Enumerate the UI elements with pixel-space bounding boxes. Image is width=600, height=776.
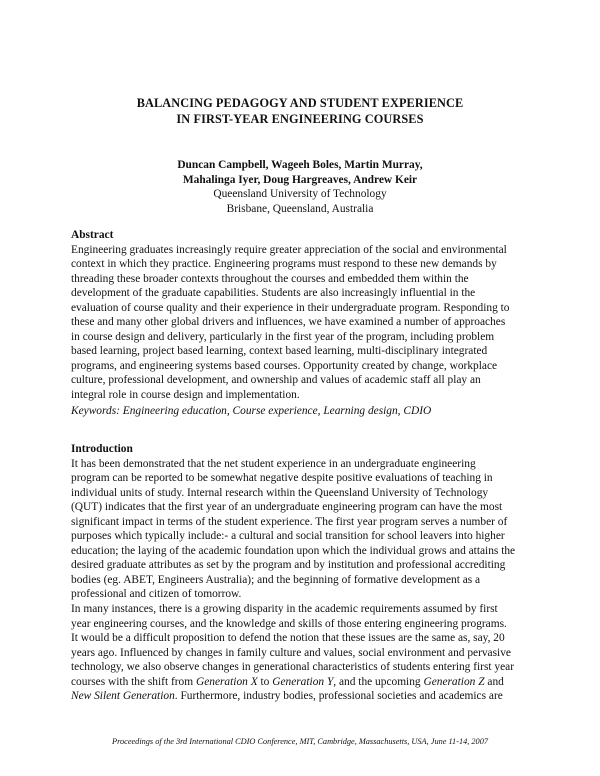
- keywords: Keywords: Engineering education, Course experience, Learning design, CDIO: [71, 405, 432, 417]
- intro-line: year engineering courses, and the knowledge and skills of those entering engineering programs.: [71, 617, 507, 630]
- intro-line: years ago. Influenced by changes in family culture and values, social environment and pervasive: [71, 646, 511, 659]
- abstract-line: culture, professional development, and ownership and values of academic staff all play an: [71, 374, 481, 387]
- intro-text-segment: and: [484, 675, 504, 688]
- generation-z-term: Generation Z: [423, 675, 485, 688]
- author-block: [0, 158, 600, 217]
- title-line-2: IN FIRST-YEAR ENGINEERING COURSES: [176, 112, 424, 126]
- abstract-line: evaluation of course quality and their experience in their undergraduate program. Responding to: [71, 301, 510, 314]
- intro-line: (QUT) indicates that the first year of an undergraduate engineering program can have the most: [71, 501, 503, 514]
- generation-x-term: Generation X: [195, 675, 258, 688]
- intro-line: [71, 675, 541, 690]
- abstract-text: [71, 243, 541, 403]
- abstract-line: integral role in course design and implementation.: [71, 389, 300, 402]
- abstract-line: context in which they practice. Engineering programs must respond to these new demands by: [71, 258, 497, 271]
- title-line-1: BALANCING PEDAGOGY AND STUDENT EXPERIENCE: [136, 96, 464, 110]
- intro-line: technology, we also observe changes in generational characteristics of students entering first year: [71, 661, 515, 674]
- introduction-section: [71, 442, 541, 602]
- intro-line: It would be a difficult proposition to defend the notion that these issues are the same as, say, 20: [71, 632, 505, 645]
- new-silent-generation-term: New Silent Generation: [71, 690, 175, 703]
- introduction-heading: Introduction: [71, 443, 133, 455]
- intro-line: It has been demonstrated that the net student experience in an undergraduate engineering: [71, 457, 476, 470]
- intro-line: purposes which typically include:- a cultural and social transition for school leavers into higher: [71, 530, 505, 543]
- abstract-line: threading these broader contexts throughout the courses and embedded them within the: [71, 272, 469, 285]
- abstract-line: programs, and engineering systems based courses. Opportunity created by change, workplace: [71, 359, 498, 372]
- paper-title: [0, 95, 600, 127]
- abstract-section: [71, 228, 541, 403]
- intro-text-segment: to: [257, 675, 273, 688]
- abstract-heading: Abstract: [71, 229, 114, 241]
- abstract-line: development of the graduate capabilities. Students are also increasingly influential in the: [71, 287, 476, 300]
- abstract-line: these and many other global drivers and influences, we have examined a number of approaches: [71, 316, 506, 329]
- intro-line: professional and citizen of tomorrow.: [71, 588, 242, 601]
- intro-line: [71, 689, 541, 704]
- introduction-paragraph-1: [71, 457, 541, 602]
- intro-text-segment: , and the upcoming: [333, 675, 424, 688]
- intro-text-segment: courses with the shift from: [71, 675, 196, 688]
- intro-line: program can be reported to be somewhat negative despite positive evaluations of teaching in: [71, 472, 493, 485]
- abstract-line: Engineering graduates increasingly require greater appreciation of the social and environmental: [71, 243, 507, 256]
- intro-text-segment: . Furthermore, industry bodies, professional societies and academics are: [174, 690, 503, 703]
- intro-line: bodies (eg. ABET, Engineers Australia); and the beginning of formative development as a: [71, 573, 481, 586]
- author-names-line-1: Duncan Campbell, Wageeh Boles, Martin Murray,: [177, 159, 423, 171]
- author-names-line-2: Mahalinga Iyer, Doug Hargreaves, Andrew Keir: [182, 173, 418, 186]
- conference-footer: Proceedings of the 3rd International CDIO Conference, MIT, Cambridge, Massachusetts, USA, June 11-14, 2007: [112, 737, 488, 746]
- generation-y-term: Generation Y: [272, 675, 334, 688]
- introduction-paragraph-2: [71, 602, 541, 704]
- abstract-line: in course design and delivery, particularly in the first year of the program, including problem: [71, 330, 495, 343]
- intro-line: In many instances, there is a growing disparity in the academic requirements assumed by first: [71, 603, 498, 615]
- intro-line: education; the laying of the academic foundation upon which the individual grows and attains the: [71, 544, 516, 557]
- intro-line: individual units of study. Internal research within the Queensland University of Technology: [71, 486, 489, 499]
- intro-paragraph-2-text: [71, 602, 541, 704]
- abstract-line: based learning, project based learning, context based learning, multi-disciplinary integrated: [71, 345, 488, 358]
- intro-line: significant impact in terms of the student experience. The first year program serves a number of: [71, 515, 508, 528]
- author-location: Brisbane, Queensland, Australia: [226, 203, 374, 216]
- intro-line: desired graduate attributes as set by the program and by institution and professional accrediting: [71, 559, 506, 572]
- author-affiliation: Queensland University of Technology: [213, 188, 387, 201]
